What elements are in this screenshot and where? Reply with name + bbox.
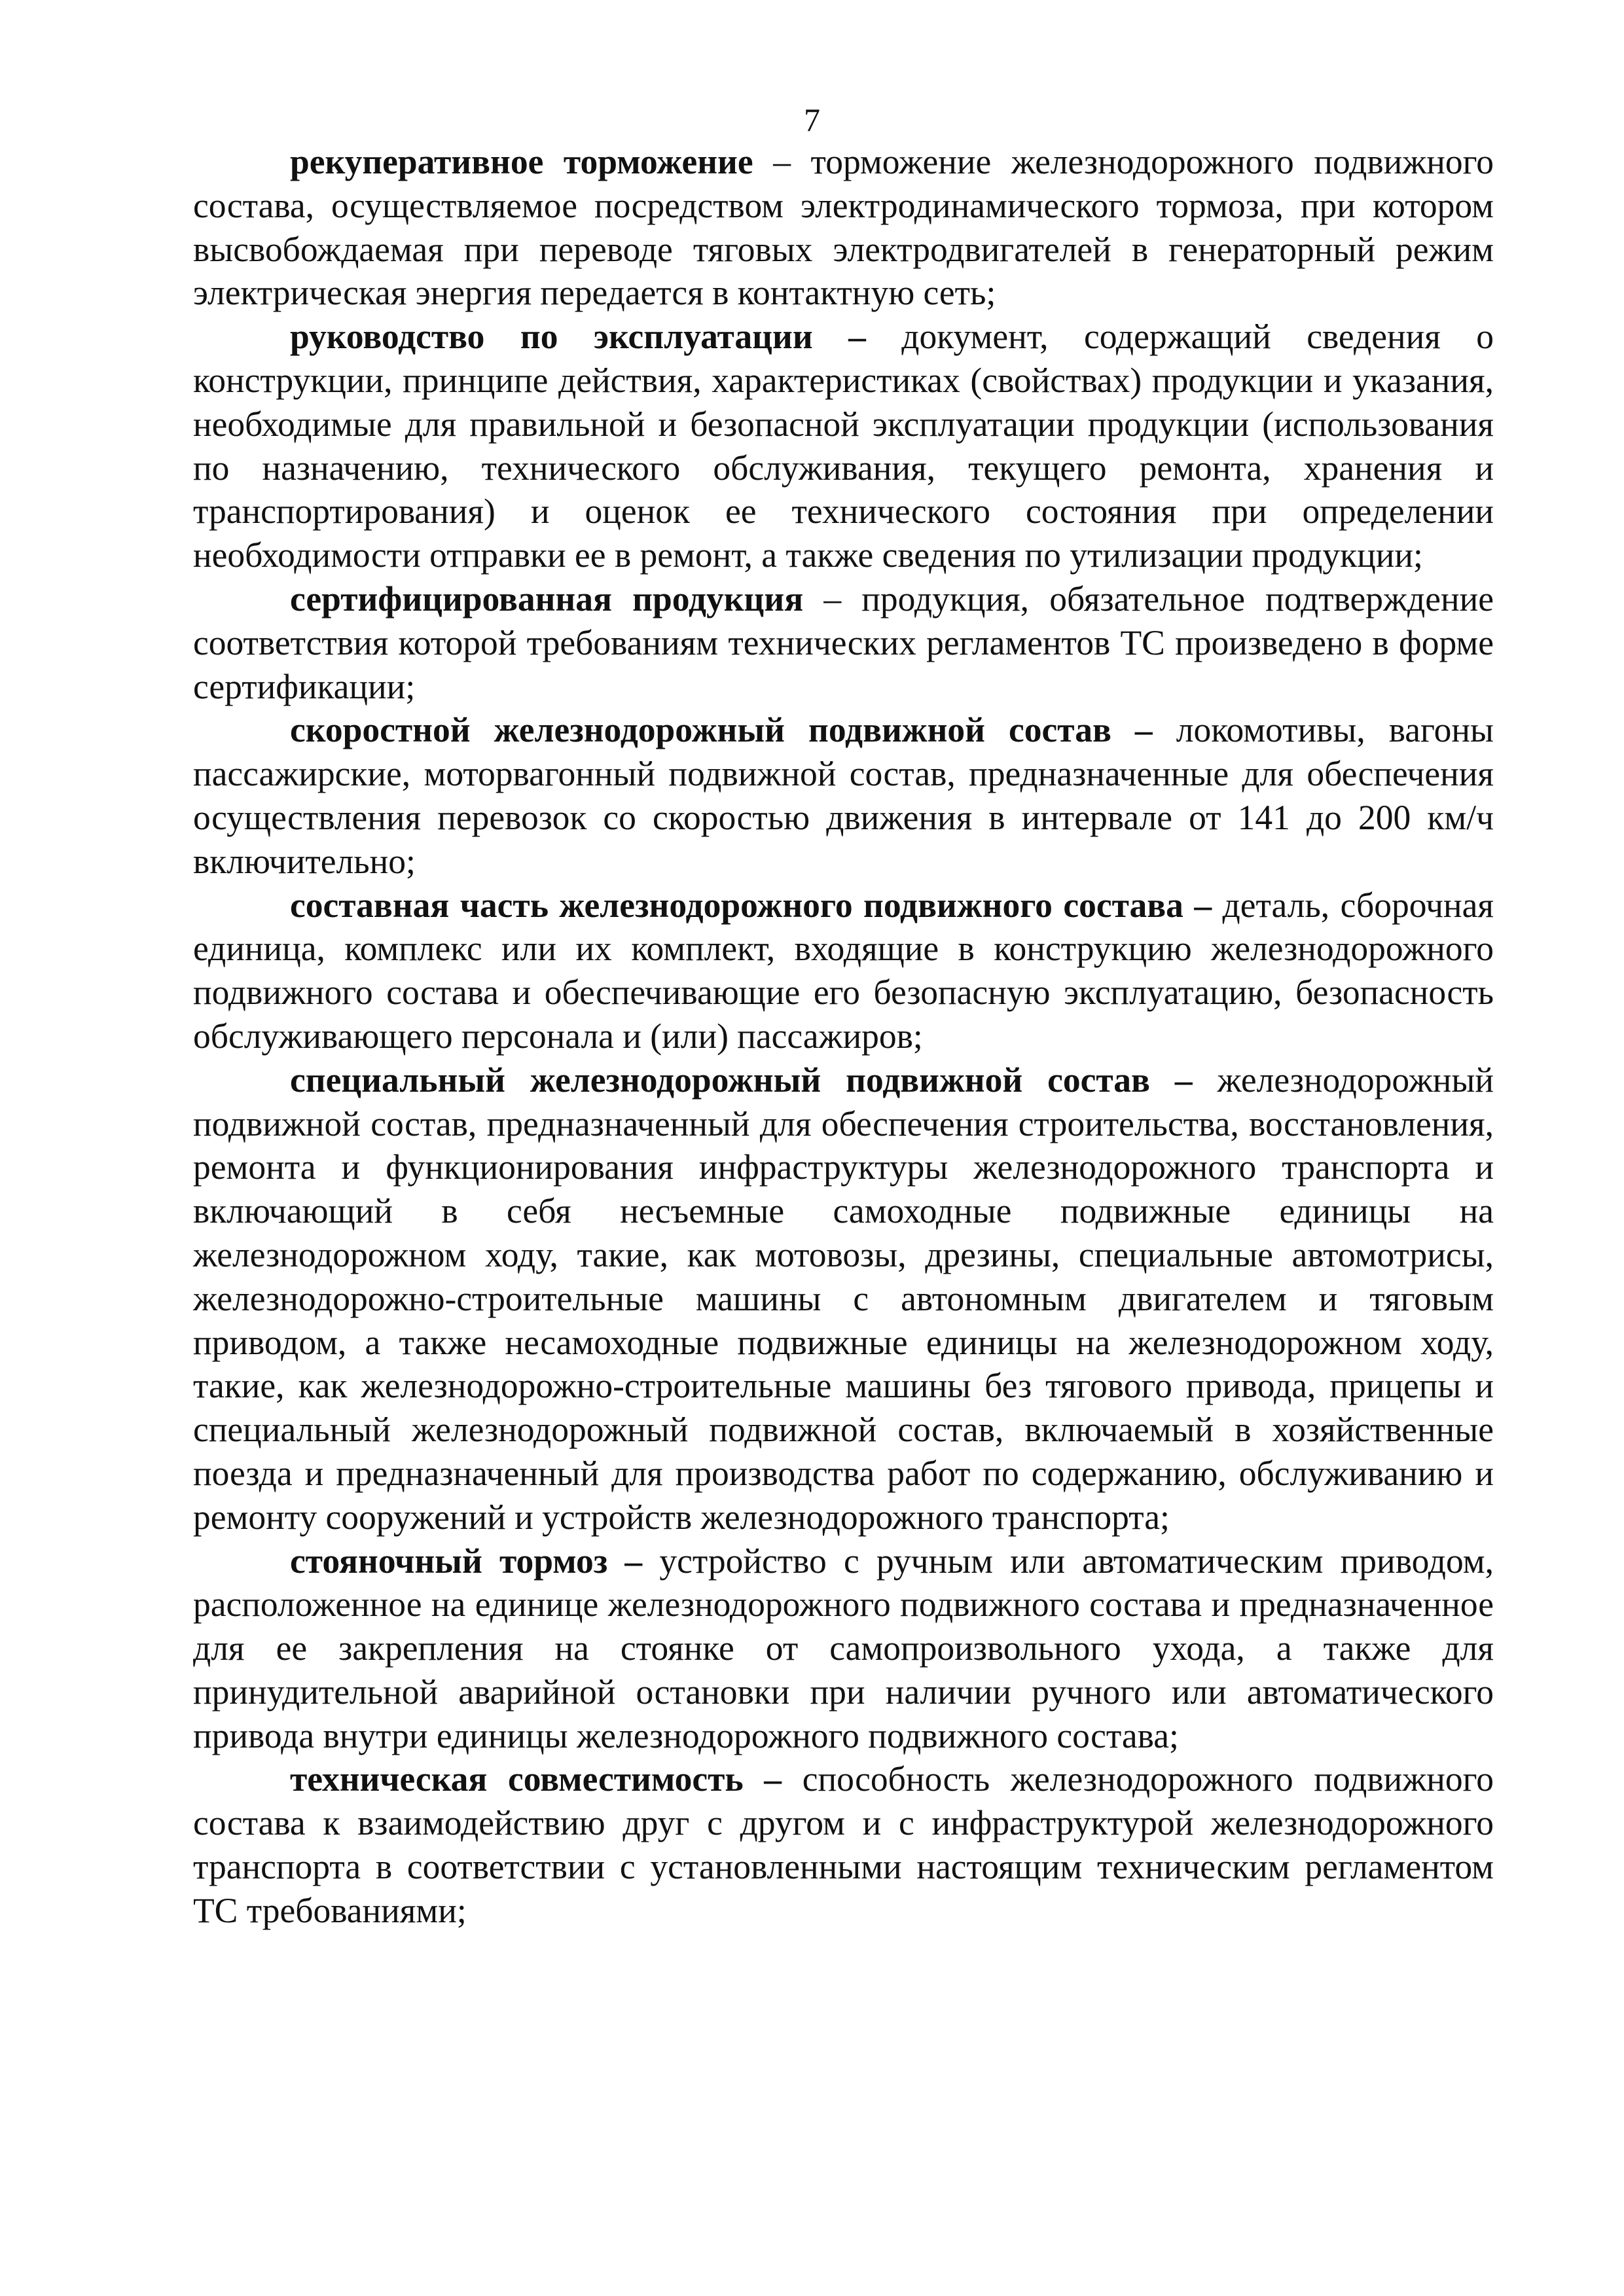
- definition-recuperative-braking: [193, 140, 1494, 315]
- definition-text: устройство с ручным или автоматическим приводом, расположенное на единице железнодорожного подвижного состава и предназначенное для ее закрепления на стоянке от самопроизвольного ухода, а также для принудительной аварийной остановки при наличии ручного или автоматического привода внутри единицы железнодорожного подвижного состава;: [193, 1541, 1494, 1755]
- definition-term: скоростной железнодорожный подвижной состав –: [290, 710, 1153, 750]
- definition-certified-products: [193, 577, 1494, 708]
- definition-text: документ, содержащий сведения о конструкции, принципе действия, характеристиках (свойствах) продукции и указания, необходимые для правильной и безопасной эксплуатации продукции (использования по назначению, технического обслуживания, текущего ремонта, хранения и транспортирования) и оценок ее технического состояния при определении необходимости отправки ее в ремонт, а также сведения по утилизации продукции;: [193, 317, 1494, 575]
- definition-term: рекуперативное торможение: [290, 142, 753, 181]
- definition-term: сертифицированная продукция: [290, 579, 804, 619]
- definition-term: составная часть железнодорожного подвижного состава –: [290, 885, 1212, 925]
- definition-text: способность железнодорожного подвижного состава к взаимодействию друг с другом и с инфраструктурой железнодорожного транспорта в соответствии с установленными настоящим техническим регламентом ТС требованиями;: [193, 1759, 1494, 1930]
- definition-special-rolling-stock: [193, 1058, 1494, 1539]
- definition-technical-compatibility: [193, 1757, 1494, 1932]
- definition-text: – торможение железнодорожного подвижного состава, осуществляемое посредством электродинамического тормоза, при котором высвобождаемая при переводе тяговых электродвигателей в генераторный режим электрическая энергия передается в контактную сеть;: [193, 142, 1494, 313]
- definition-parking-brake: [193, 1539, 1494, 1758]
- definition-text: локомотивы, вагоны пассажирские, моторвагонный подвижной состав, предназначенные для обеспечения осуществления перевозок со скоростью движения в интервале от 141 до 200 км/ч включительно;: [193, 710, 1494, 881]
- definitions-list: [193, 140, 1494, 1933]
- page-number: 7: [804, 101, 820, 138]
- definition-term: стояночный тормоз –: [290, 1541, 643, 1581]
- definition-high-speed-rolling-stock: [193, 708, 1494, 883]
- definition-text: деталь, сборочная единица, комплекс или их комплект, входящие в конструкцию железнодорожного подвижного состава и обеспечивающие его безопасную эксплуатацию, безопасность обслуживающего персонала и (или) пассажиров;: [193, 885, 1494, 1056]
- definition-rolling-stock-component: [193, 884, 1494, 1058]
- definition-text: железнодорожный подвижной состав, предназначенный для обеспечения строительства, восстановления, ремонта и функционирования инфраструктуры железнодорожного транспорта и включающий в себя несъемные самоходные подвижные единицы на железнодорожном ходу, такие, как мотовозы, дрезины, специальные автомотрисы, железнодорожно-строительные машины с автономным двигателем и тяговым приводом, а также несамоходные подвижные единицы на железнодорожном ходу, такие, как железнодорожно-строительные машины без тягового привода, прицепы и специальный железнодорожный подвижной состав, включаемый в хозяйственные поезда и предназначенный для производства работ по содержанию, обслуживанию и ремонту сооружений и устройств железнодорожного транспорта;: [193, 1060, 1494, 1537]
- definition-operating-manual: [193, 315, 1494, 577]
- definition-term: специальный железнодорожный подвижной состав –: [290, 1060, 1193, 1100]
- definition-text: – продукция, обязательное подтверждение соответствия которой требованиям технических регламентов ТС произведено в форме сертификации;: [193, 579, 1494, 706]
- definition-term: техническая совместимость –: [290, 1759, 782, 1799]
- definition-term: руководство по эксплуатации –: [290, 317, 866, 357]
